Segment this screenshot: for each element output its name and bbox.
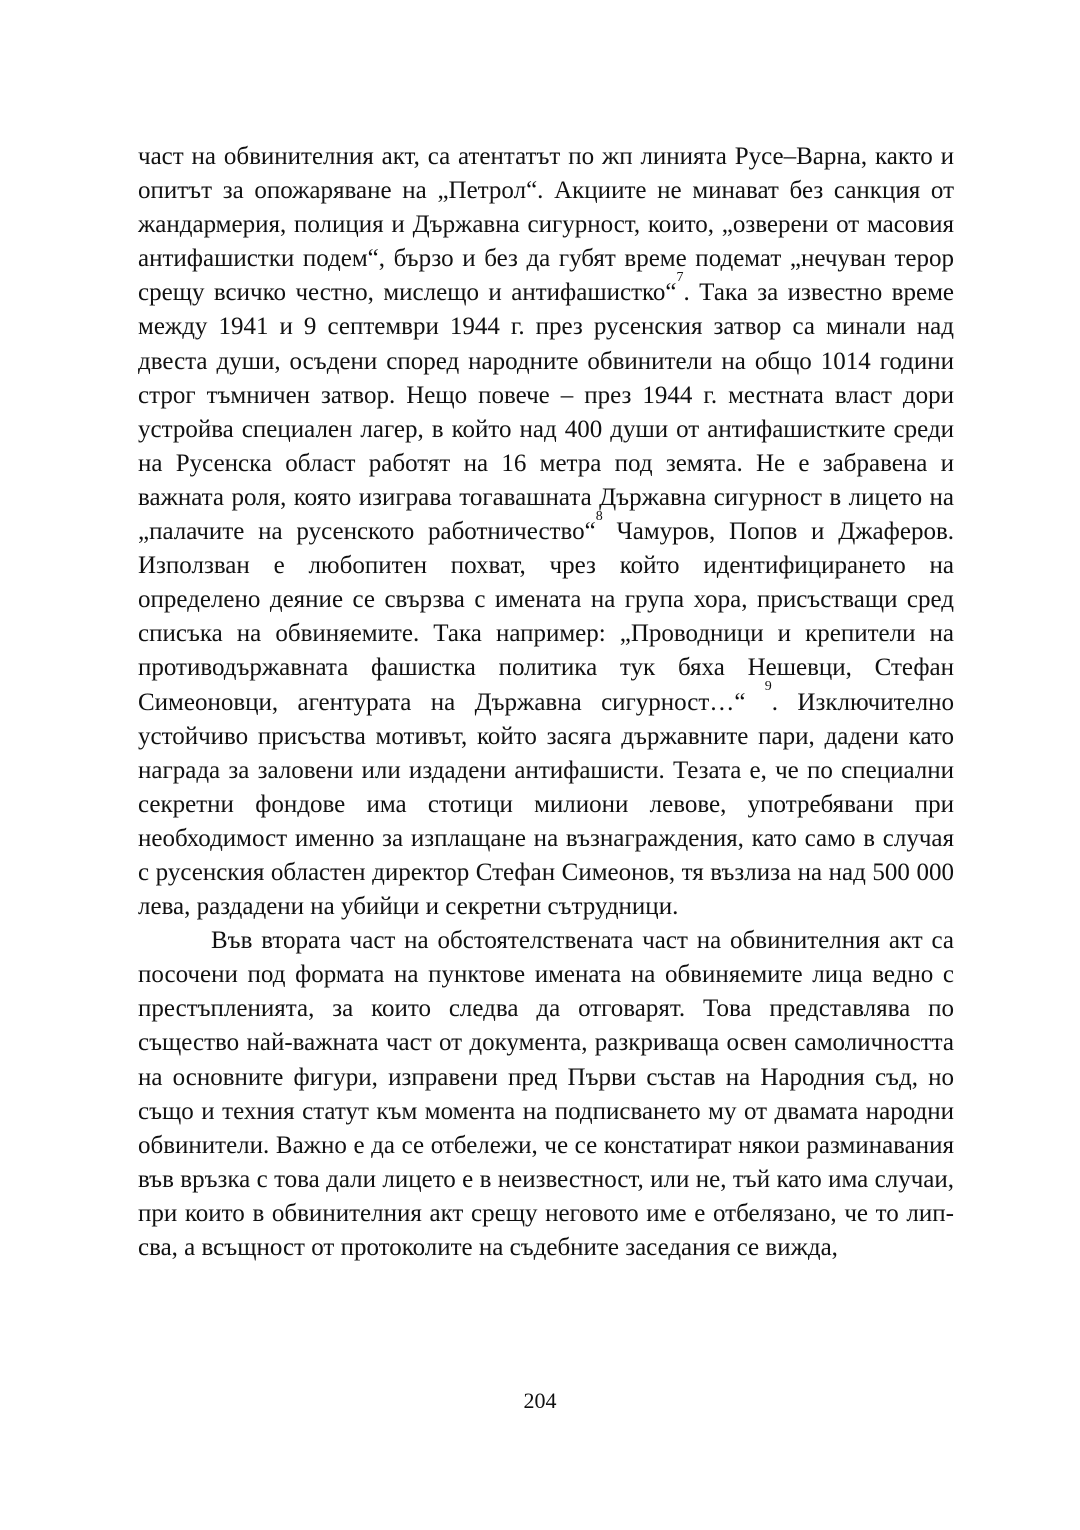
paragraph-1-text-a: част на обвинителния акт, са атентатът по жп линията Русе–Варна, както и опитът за опожаряване на „Петрол“. Акциите не минават без санкция от жандармерия, полиция и Държавна сигурност, които, „озверени от масовия антифашистки подем“, бързо и без да губят време подемат „нечуван терор срещу всичко честно, мислещо и антифашистко“ (138, 143, 954, 307)
paragraph-1-text-c: Чамуров, Попов и Джаферов. Използван е любопитен похват, чрез който идентифицирането на определено деяние се свързва с имената на група хора, присъстващи сред списъка на обвиняемите. Така например: „Проводници и крепители на противодържавната фашистка политика тук бяха Нешевци, Стефан Симеоновци, агентурата на Държавна сигурност…“ (138, 518, 954, 716)
paragraph-1-text-b: . Така за известно време между 1941 и 9 септември 1944 г. през русенския затвор са минали над двеста души, осъдени според народните обвинители на общо 1014 години строг тъмничен затвор. Нещо повече – през 1944 г. местната власт дори устройва специален лагер, в който над 400 души от антифашистките среди на Русенска област работят на 16 метра под земята. Не е забравена и важната роля, която изиграва тогавашната Държавна сигурност в лицето на „палачите на русенското работничество“ (138, 279, 954, 546)
paragraph-1 (138, 140, 954, 924)
footnote-ref-9[interactable]: 9 (764, 679, 772, 695)
footnote-ref-8[interactable]: 8 (595, 508, 603, 524)
paragraph-2: Във втората част на обстоятелствената част на обвинителния акт са посочени под формата на пунктове имената на обвиняемите лица ведно с престъпленията, за които следва да отговарят. Това представлява по същество най-важната част от документа, разкриваща освен самоличността на основните фигури, изправени пред Първи състав на Народния съд, но също и техния статут към момента на подписването му от двамата народни обвинители. Важно е да се отбележи, че се констатират някои разминавания във връзка с това дали лицето е в неизвестност, или не, тъй като има случаи, при които в обвинителния акт срещу неговото име е отбелязано, че то липсва, а всъщност от протоколите на съдебните заседания се вижда, (138, 927, 954, 1261)
page-number: 204 (523, 1388, 557, 1413)
footnote-ref-7[interactable]: 7 (676, 270, 684, 286)
paragraph-1-text-d: . Изключително устойчиво присъства мотивът, който засяга държавните пари, дадени като награда за заловени или издадени антифашисти. Тезата е, че по специални секретни фондове има стотици милиони левове, употребявани при необходимост именно за изплащане на възнаграждения, като само в случая с русенския областен директор Стефан Симеонов, тя възлиза на над 500 000 лева, раздадени на убийци и секретни сътрудници. (138, 688, 954, 921)
document-body (138, 140, 954, 1265)
